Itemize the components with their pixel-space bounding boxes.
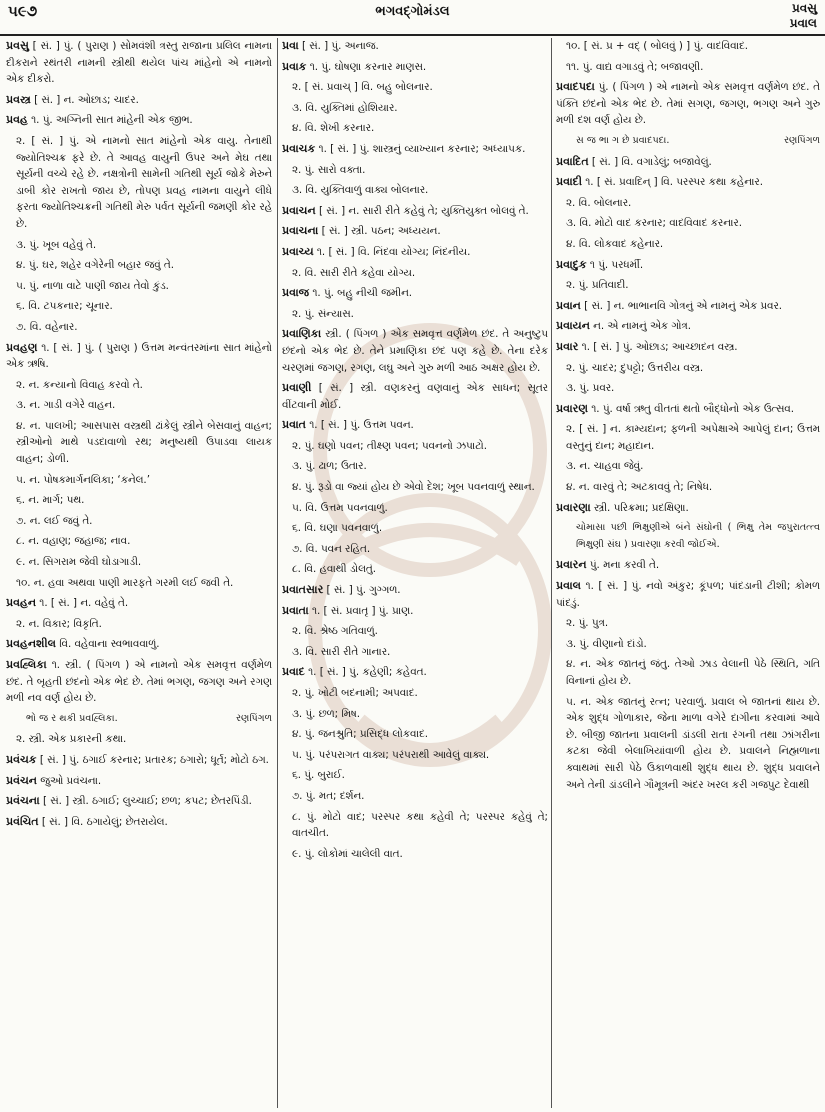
- entry-definition: ૩. વિ. સારી રીતે ગાનાર.: [292, 645, 391, 658]
- entry-definition: ૭. વિ. વહેનાર.: [16, 320, 78, 333]
- entry-sense: [282, 726, 548, 743]
- entry-definition: ૨. વિ. બોલનાર.: [566, 196, 632, 209]
- entry-headword: પ્રવંચન: [6, 773, 37, 787]
- entry-definition: ૨. સ્ત્રી. એક પ્રકારની કથા.: [16, 733, 127, 746]
- dictionary-entry: [556, 318, 820, 335]
- entry-sense: [6, 237, 272, 254]
- entry-definition: ૨. વિ. શ્રેષ્ઠ ગતિવાળું.: [292, 625, 378, 638]
- entry-headword: પ્રવા: [282, 39, 299, 52]
- page-number: ૫૯૭: [8, 2, 38, 20]
- entry-sense: [6, 554, 272, 571]
- entry-definition: ૫. ન. એક જાતનું રત્ન; પરવાળું. પ્રવાલ બે જાતનાં થાય છે. એક શુદ્ધ ગોળાકાર, જેના માળા વગેરે દાગીના કરવામાં આવે છે. બીજી જાતના પ્રવાલની ડાંડલી રાતા રંગની તથા ઝાંગરીના કટકા જેવી બેલાખિયાંવાળી હોય છે. પ્રવાલને નિહ્મળાના ક્વાથમાં સારી પેઠે ઉકાળવાથી શુદ્ધ થાય છે. શુદ્ધ પ્રવાલને અને તેની ડાંડલીને ગૌમૂત્રની અંદર ખરલ કરી ગજપુટ દેવાથી: [566, 695, 820, 791]
- dictionary-entry: [282, 664, 548, 681]
- entry-sense: [282, 561, 548, 578]
- entry-sense: [282, 500, 548, 517]
- entry-definition: ૧. સ્ત્રી. ( પિંગળ ) એ નામનો એક સમવૃત્ત વર્ણમેળ છંદ. તે બૃહતી છંદનો એક ભેદ છે. તેમાં ભગણ, જગણ અને રગણ મળી નવ વર્ણ હોય છે.: [6, 659, 272, 705]
- entry-definition: ૭. વિ. પવન રહિત.: [292, 542, 371, 555]
- entry-headword: પ્રવાર: [556, 339, 579, 353]
- entry-definition: ૧. [ સં. ] ન. વહેવું તે.: [36, 597, 129, 610]
- entry-sense: [282, 809, 548, 842]
- dictionary-entry: [282, 223, 548, 240]
- entry-definition: ૩. ન. ગાડી વગેરે વાહન.: [16, 399, 116, 412]
- entry-definition: ૨. પું. સંન્યાસ.: [292, 307, 354, 320]
- entry-headword: પ્રવાન: [556, 298, 581, 312]
- entry-definition: [ સં. ] સ્ત્રી. વણકરનું વણવાનું એક સાધન; સૂતર વીંટવાની મોઈ.: [282, 382, 548, 411]
- entry-headword: પ્રવસુ: [6, 39, 29, 52]
- entry-definition: સ્ત્રી. ( પિંગળ ) એક સમવૃત્ત વર્ણમેળ છંદ. તે અનુષ્ટુપ છંદનો એક ભેદ છે. તેને પ્રમાણિકા છંદ પણ કહે છે. તેના દરેક ચરણમાં જગણ, રગણ, લઘુ અને ગુરુ મળી આઠ અક્ષર હોય છે.: [282, 328, 548, 374]
- entry-definition: ૩. વિ. યુક્તિમાં હોશિયાર.: [292, 101, 398, 114]
- entry-headword: પ્રવહ: [6, 113, 28, 127]
- entry-sense: [282, 100, 548, 117]
- entry-sense: [282, 438, 548, 455]
- dictionary-entry: [556, 557, 820, 574]
- entry-definition: ૯. ન. સિગરામ જેવી ઘોડાગાડી.: [16, 556, 142, 569]
- entry-headword: પ્રવાચક: [282, 141, 316, 155]
- dictionary-entry: [556, 298, 820, 315]
- quotation-source: રણપિંગળ: [784, 134, 820, 146]
- dictionary-entry: [282, 285, 548, 302]
- dictionary-entry: [282, 59, 548, 76]
- quotation-source: રણપિંગળ: [236, 712, 272, 724]
- entry-definition: [ સં. ] વિ. વગાડેલું; બજાવેલું.: [588, 155, 712, 168]
- entry-sense: [282, 788, 548, 805]
- entry-headword: પ્રવંચિત: [6, 814, 39, 828]
- entry-definition: ૧. [ સં. ] પું. ( પુરાણ ) ઉત્તમ મન્વંતરમાંના સાત માંહેનો એક ઋષિ.: [6, 341, 272, 371]
- entry-sense: [282, 182, 548, 199]
- entry-definition: ૫. પું. નાળા વાટે પાણી જાય તેવો કુંડ.: [16, 279, 169, 292]
- dictionary-entry: [282, 244, 548, 261]
- entry-sense: [282, 306, 548, 323]
- entry-sense: [6, 278, 272, 295]
- entry-headword: પ્રવાચન: [282, 203, 316, 217]
- dictionary-entry: [6, 636, 272, 653]
- entry-headword: પ્રવાદ: [282, 665, 305, 679]
- entry-definition: ૪. વિ. લોકવાદ કહેનાર.: [566, 237, 664, 250]
- quotation-text: સ જ ભા ગ છે પ્રવાદપદા.: [576, 134, 670, 146]
- entry-definition: ૭. પું. મત; દર્શન.: [292, 789, 365, 802]
- quotation-text: ભો જ ર થકી પ્રવહ્લિકા.: [26, 712, 118, 724]
- entry-headword: પ્રવાણિકા: [282, 327, 322, 341]
- entry-definition: જુઓ પ્રવંચના.: [37, 774, 102, 787]
- entry-sense: [282, 479, 548, 496]
- entry-definition: ૧. [ સં. ] પું. ઉત્તમ પવન.: [305, 419, 414, 432]
- entry-sense: [556, 360, 820, 377]
- dictionary-column-3: [556, 38, 820, 1108]
- entry-definition: ૨. [ સં. ] ન. કામ્યદાન; ફળની અપેક્ષાએ આપેલું દાન; ઉત્તમ વસ્તુનું દાન; મહાદાન.: [566, 423, 820, 452]
- entry-definition: ૧૦. [ સં. પ્ર + વદ્ ( બોલવું ) ] પું. વાદવિવાદ.: [566, 40, 749, 52]
- entry-headword: પ્રવાયન: [556, 319, 590, 333]
- entry-sense: [556, 195, 820, 212]
- entry-definition: ૨. પું. ચાદર; દુપટ્ટો; ઉત્તરીય વસ્ત્ર.: [566, 361, 704, 374]
- entry-definition: ૪. પું. ઘર, શહેર વગેરેની બહાર જવું તે.: [16, 259, 174, 272]
- entry-definition: ૬. ન. માર્ગ; પથ.: [16, 494, 85, 507]
- entry-headword: પ્રવહ્લિકા: [6, 658, 47, 671]
- dictionary-entry: [6, 340, 272, 373]
- dictionary-entry: [556, 174, 820, 191]
- entry-sense: [556, 656, 820, 689]
- entry-definition: [ સં. ] પું. ( પુરાણ ) સોમવંશી ત્રસ્તુ રાજાના પ્રલિલ નામના દીકરાને રથંતરી નામની સ્ત્રીથી થયેલ પાંચ માંહેનો એ નામનો એક દીકરો.: [6, 40, 272, 86]
- entry-headword: પ્રવાદુક: [556, 257, 587, 271]
- entry-quotation: [556, 133, 820, 150]
- entry-sense: [556, 479, 820, 496]
- entry-definition: [ સં. ] પું. અનાજ.: [298, 40, 379, 52]
- entry-definition: ૧ પું. પરધર્મી.: [586, 258, 644, 271]
- entry-definition: ૩. પું. છળ; મિષ.: [292, 707, 360, 720]
- dictionary-entry: [6, 657, 272, 707]
- entry-sense: [282, 79, 548, 96]
- entry-definition: ૮. ન. વહાણ; જહાજ; નાવ.: [16, 535, 131, 548]
- entry-sense: [6, 397, 272, 414]
- entry-definition: ૬. પું. બુરાઈ.: [292, 769, 345, 782]
- entry-definition: ૩. પું. પ્રવર.: [566, 382, 615, 395]
- entry-headword: પ્રવંચના: [6, 794, 40, 808]
- entry-headword: પ્રવાચના: [282, 224, 319, 238]
- entry-sense: [282, 685, 548, 702]
- entry-sense: [282, 747, 548, 764]
- entry-sense: [556, 694, 820, 794]
- entry-sense: [6, 298, 272, 315]
- entry-headword: પ્રવાક: [282, 59, 307, 73]
- entry-sense: [6, 377, 272, 394]
- entry-sense: [282, 706, 548, 723]
- entry-definition: [ સં. ] ન. ઓછાડ; ચાદર.: [30, 93, 139, 106]
- entry-definition: ૨. પું. પુત્ર.: [566, 617, 609, 630]
- entry-definition: ૧. [ સં. ] પું. નવો અંકુર; કૂંપળ; પાંદડાની ટીશી; કોમળ પાંદડું.: [556, 580, 820, 609]
- entry-definition: ૮. પું. મોટો વાદ; પરસ્પર કથા કહેવી તે; પરસ્પર કહેવું તે; વાતચીત.: [292, 810, 548, 840]
- entry-definition: ૧. [ સં. ] પું. ઓછાડ; આચ્છાદન વસ્ત્ર.: [578, 340, 738, 353]
- entry-sense: [282, 623, 548, 640]
- entry-definition: ૧. પું. બહુ નીચી જમીન.: [309, 287, 413, 300]
- entry-definition: [ સં. ] વિ. ઠગાયેલું; છેતરાયેલ.: [38, 815, 168, 828]
- dictionary-entry: [556, 257, 820, 274]
- entry-definition: ૧. [ સં. પ્રવાદિન્ ] વિ. પરસ્પર કથા કહેનાર.: [581, 176, 763, 189]
- entry-quotation: [556, 520, 820, 553]
- entry-definition: ૨. પું. ખોટી બદનામી; અપવાદ.: [292, 687, 418, 699]
- entry-definition: ૧૦. ન. હવા અથવા પાણી મારફતે ગરમી લઈ જવી તે.: [16, 576, 234, 589]
- dictionary-entry: [6, 814, 272, 831]
- entry-definition: ૬. વિ. ટપકનાર; ચૂનાર.: [16, 300, 113, 313]
- entry-sense: [6, 418, 272, 468]
- entry-headword: પ્રવાજ: [282, 286, 310, 300]
- entry-headword: પ્રવાદપદા: [556, 80, 595, 94]
- entry-definition: ૨. [ સં. પ્રવાચ્ ] વિ. બહુ બોલનાર.: [292, 81, 433, 94]
- guide-words: [790, 1, 817, 31]
- entry-headword: પ્રવાણી: [282, 381, 312, 395]
- dictionary-entry: [6, 793, 272, 810]
- entry-definition: ૪. વિ. શેખી કરનાર.: [292, 122, 375, 135]
- dictionary-entry: [6, 92, 272, 109]
- entry-sense: [6, 513, 272, 530]
- entry-definition: ૨. [ સં. ] પું. એ નામનો સાત માંહેનો એક વાયુ. તેનાથી જ્યોતિશ્ચક્ર ફરે છે. તે આવહ વાયુની ઉપર અને મેઘ તથા સૂર્યની વચ્ચે રહે છે. નક્ષત્રોની સામેની ગતિથી સૂર્ય જોકે મેરુને ડાબી કોર રાખતો જાય છે, તોપણ પ્રવહ નામના વાયુને લીધે ફરતા જ્યોતિશ્ચક્રની ગતિથી મેરુ પર્વત સૂર્યની જમણી કોર રહે છે.: [16, 134, 272, 230]
- entry-definition: ૨. ન. વિકાર; વિકૃતિ.: [16, 617, 102, 630]
- entry-sense: [282, 767, 548, 784]
- dictionary-entry: [6, 38, 272, 88]
- entry-sense: [282, 120, 548, 137]
- guide-word-top: પ્રવસુ: [792, 1, 817, 15]
- dictionary-entry: [556, 401, 820, 418]
- dictionary-column-2: [282, 38, 548, 1108]
- entry-definition: ૨. ન. કન્યાનો વિવાહ કરવો તે.: [16, 378, 143, 391]
- entry-sense: [282, 162, 548, 179]
- entry-sense: [282, 644, 548, 661]
- entry-sense: [556, 236, 820, 253]
- entry-definition: ૧. [ સં. ] પું. શાસ્ત્રનું વ્યાખ્યાન કરનાર; અધ્યાપક.: [315, 142, 526, 155]
- entry-headword: પ્રવાત: [282, 418, 306, 432]
- entry-definition: પું. ( પિંગળ ) એ નામનો એક સમવૃત્ત વર્ણમેળ છંદ. તે પંક્તિ છંદનો એક ભેદ છે. તેમાં સગણ, જગણ, ભગણ અને ગુરુ મળી દશ વર્ણ હોય છે.: [556, 81, 820, 127]
- entry-headword: પ્રવાદિત: [556, 154, 589, 168]
- dictionary-column-1: [6, 38, 272, 1108]
- entry-sense: [282, 458, 548, 475]
- entry-sense: [6, 319, 272, 336]
- entry-definition: ૩. પું. ઢાળ; ઉતાર.: [292, 460, 367, 473]
- dictionary-entry: [282, 326, 548, 376]
- dictionary-entry: [282, 582, 548, 599]
- guide-word-bottom: પ્રવાલ: [789, 16, 817, 30]
- entry-sense: [6, 731, 272, 748]
- entry-definition: ૩. પું. વીણાનો દાંડો.: [566, 637, 647, 650]
- entry-definition: [ સં. ] સ્ત્રી. પઠન; અધ્યયન.: [318, 225, 441, 238]
- dictionary-entry: [282, 417, 548, 434]
- column-divider: [277, 38, 278, 1108]
- entry-sense: [556, 636, 820, 653]
- quotation-text: ચોમાસા પછી ભિક્ષુણીએ બંને સંઘોની ( ભિક્ષુ તેમ જ ભિક્ષુણી સંઘ ) પ્રવારણા કરવી જોઈએ.: [576, 522, 787, 550]
- dictionary-entry: [6, 752, 272, 769]
- entry-headword: પ્રવાદી: [556, 175, 582, 189]
- entry-definition: ૨. પું. ઘણો પવન; તીક્ષ્ણ પવન; પવનનો ઝપાટો.: [292, 439, 488, 452]
- dictionary-entry: [6, 595, 272, 612]
- entry-definition: ૩. ન. ચાહવા જેવું.: [566, 460, 644, 473]
- entry-sense: [556, 380, 820, 397]
- dictionary-entry: [556, 154, 820, 171]
- entry-sense: [556, 277, 820, 294]
- dictionary-entry: [282, 203, 548, 220]
- entry-definition: ૪. પું. જનશ્રુતિ; પ્રસિદ્ધ લોકવાદ.: [292, 728, 429, 741]
- dictionary-entry: [6, 112, 272, 129]
- entry-definition: ૩. પું. ખૂબ વહેવું તે.: [16, 238, 97, 251]
- entry-sense: [6, 492, 272, 509]
- entry-sense: [556, 458, 820, 475]
- entry-sense: [556, 38, 820, 55]
- entry-headword: પ્રવારણ: [556, 401, 588, 415]
- entry-definition: [ સં. ] પું. ઠગાઈ કરનાર; પ્રતારક; ઠગારો; ધૂર્ત; મોટો ઠગ.: [36, 753, 269, 766]
- dictionary-entry: [282, 38, 548, 55]
- entry-headword: પ્રવહન: [6, 596, 37, 610]
- entry-headword: પ્રવસ્ત્ર: [6, 92, 31, 106]
- entry-sense: [556, 215, 820, 232]
- entry-sense: [282, 541, 548, 558]
- entry-headword: પ્રવારણા: [556, 500, 591, 514]
- entry-definition: ૭. ન. લઈ જવું તે.: [16, 514, 93, 527]
- entry-definition: વિ. વહેવાના સ્વભાવવાળું.: [55, 638, 160, 651]
- entry-sense: [6, 472, 272, 489]
- entry-definition: ૧. પું. અગ્નિની સાત માંહેની એક જીભ.: [27, 114, 193, 127]
- entry-definition: ૧. પું. ઘોષણા કરનાર માણસ.: [306, 60, 427, 73]
- entry-sense: [282, 265, 548, 282]
- entry-definition: ૨. પું. પ્રતિવાદી.: [566, 279, 629, 292]
- entry-definition: [ સં. ] સ્ત્રી. ઠગાઈ; લુચ્ચાઈ; છળ; કપટ; છેતરપિંડી.: [39, 795, 252, 808]
- entry-definition: પું. મના કરવી તે.: [586, 559, 660, 572]
- entry-definition: ન. એ નામનું એક ગોત્ર.: [589, 320, 692, 333]
- entry-definition: ૪. ન. વારવું તે; અટકાવવું તે; નિષેધ.: [566, 481, 713, 494]
- entry-definition: [ સં. ] પું. ગુગ્ગળ.: [323, 584, 401, 597]
- entry-definition: ૨. પું. સારો વક્તા.: [292, 163, 366, 176]
- entry-headword: પ્રવારન: [556, 558, 587, 572]
- entry-headword: પ્રવાતા: [282, 603, 309, 617]
- page-header: [0, 0, 825, 36]
- column-divider: [551, 38, 552, 1108]
- entry-sense: [6, 575, 272, 592]
- entry-sense: [6, 133, 272, 233]
- entry-quotation: [6, 711, 272, 728]
- dictionary-entry: [282, 380, 548, 413]
- entry-definition: ૫. વિ. ઉત્તમ પવનવાળું.: [292, 501, 388, 514]
- entry-sense: [556, 615, 820, 632]
- entry-definition: ૫. ન. પોષકમાર્ગનલિકા; ‘કનેલ.’: [16, 473, 150, 486]
- entry-headword: પ્રવાલ: [556, 579, 582, 593]
- entry-sense: [6, 616, 272, 633]
- entry-definition: ૪. ન. એક જાતનું જંતુ. તેઓ ઝાડ વેલાની પેઠે સ્થિતિ, ગતિ વિનાનાં હોય છે.: [566, 658, 820, 687]
- entry-definition: ૧૧. પું. વાદ્ય વગાડવું તે; બજાવણી.: [566, 60, 704, 73]
- entry-headword: પ્રવંચક: [6, 752, 37, 766]
- entry-definition: ૩. વિ. મોટો વાદ કરનાર; વાદવિવાદ કરનાર.: [566, 217, 742, 230]
- entry-definition: [ સં. ] ન. ભાભાનવિ ગોત્રનું એ નામનું એક પ્રવર.: [580, 299, 783, 312]
- dictionary-entry: [6, 773, 272, 790]
- dictionary-entry: [556, 578, 820, 611]
- dictionary-entry: [556, 500, 820, 517]
- entry-definition: ૧. પું. વર્ષા ઋતુ વીતતાં થતો બૌદ્ધોનો એક ઉત્સવ.: [587, 402, 794, 415]
- quotation-source: પુરાતત્ત્વ: [786, 522, 820, 534]
- entry-headword: પ્રવહણ: [6, 340, 38, 354]
- entry-definition: ૧. [ સં. પ્રવાતૃ ] પું. પ્રાણ.: [308, 604, 414, 617]
- entry-sense: [282, 846, 548, 863]
- entry-sense: [6, 533, 272, 550]
- entry-definition: ૮. વિ. હવાથી ડોલતું.: [292, 563, 376, 576]
- dictionary-entry: [282, 603, 548, 620]
- entry-sense: [6, 257, 272, 274]
- entry-definition: ૫. પું. પરંપરાગત વાક્ય; પરંપરાથી આવેલું વાક્ય.: [292, 748, 490, 761]
- entry-definition: ૯. પું. લોકોમાં ચાલેલી વાત.: [292, 847, 403, 860]
- dictionary-entry: [556, 339, 820, 356]
- entry-headword: પ્રવાચ્ય: [282, 244, 314, 258]
- entry-definition: ૪. ન. પાલખી; આસપાસ વસ્ત્રથી ઢાંકેલું સ્ત્રીને બેસવાનું વાહન; સ્ત્રીઓનો માથે પડદાવાળો રથ; મનુષ્યથી ઉપાડવા લાયક વાહન; ડોળી.: [16, 419, 272, 466]
- entry-definition: [ સં. ] ન. સારી રીતે કહેવું તે; યુક્તિયુક્ત બોલવું તે.: [315, 204, 529, 217]
- entry-headword: પ્રવહનશીલ: [6, 637, 56, 651]
- entry-definition: સ્ત્રી. પરિક્રમા; પ્રદક્ષિણા.: [590, 501, 689, 514]
- book-title: ભગવદ્ગોમંડલ: [375, 4, 450, 19]
- entry-definition: ૨. વિ. સારી રીતે કહેવા યોગ્ય.: [292, 266, 416, 279]
- entry-headword: પ્રવાતસાર: [282, 583, 324, 597]
- dictionary-entry: [556, 79, 820, 129]
- entry-sense: [556, 59, 820, 76]
- entry-sense: [556, 421, 820, 454]
- entry-definition: ૩. વિ. યુક્તિવાળું વાક્ય બોલનાર.: [292, 184, 429, 197]
- entry-definition: ૪. પું. રૂડો વા જ્યાં હોય છે એવો દેશ; ખૂબ પવનવાળું સ્થાન.: [292, 481, 535, 494]
- dictionary-entry: [282, 141, 548, 158]
- entry-definition: ૧. [ સં. ] વિ. નિંદવા યોગ્ય; નિંદનીય.: [313, 245, 471, 258]
- entry-definition: ૬. વિ. ઘણા પવનવાળું.: [292, 522, 383, 535]
- entry-sense: [282, 520, 548, 537]
- entry-definition: ૧. [ સં. ] પું. કહેણી; કહેવત.: [304, 666, 427, 679]
